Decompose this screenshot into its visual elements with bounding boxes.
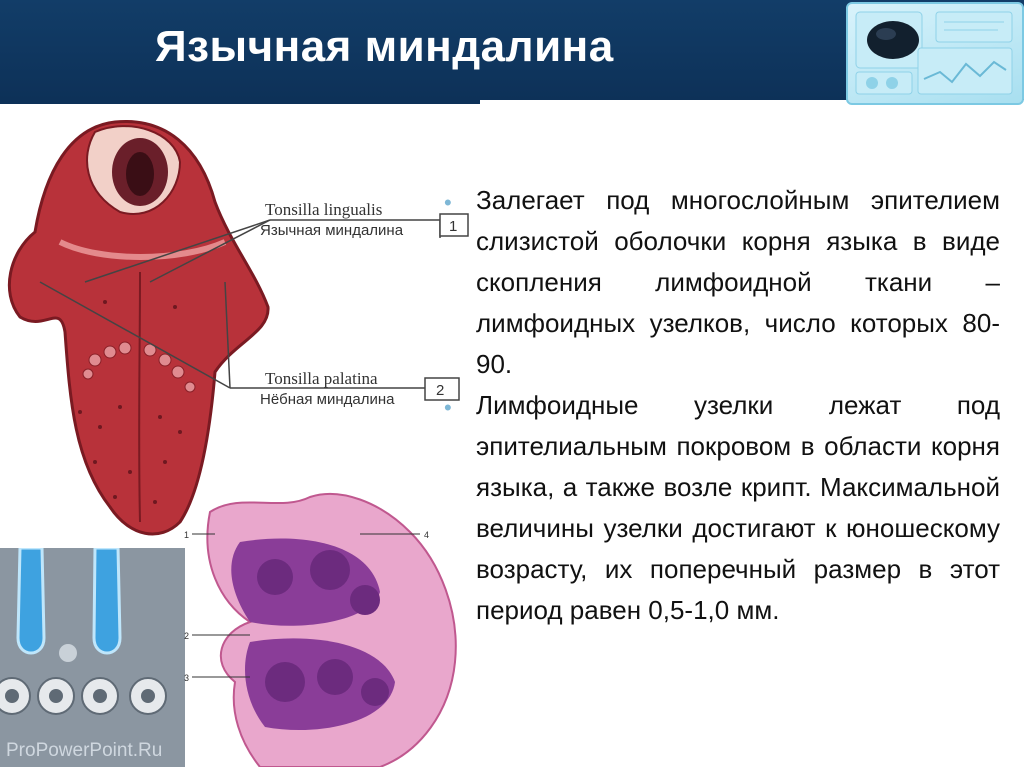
bullet-dot-icon: • — [444, 395, 452, 420]
label-number-1: 1 — [449, 218, 458, 235]
histo-mark-4: 4 — [424, 530, 430, 540]
label-tonsilla-lingualis: Tonsilla lingualis — [265, 200, 383, 219]
label-nebnaya-mindalina: Нёбная миндалина — [260, 391, 395, 408]
brain-monitor-image — [846, 2, 1024, 105]
bullet-item — [440, 385, 1000, 631]
slide-title: Язычная миндалина — [155, 22, 614, 71]
bullet-dot-icon: • — [444, 190, 452, 215]
bullet-text: Залегает под многослойным эпителием слизистой оболочки корня языка в виде скопления лимфоидной ткани – лимфоидных узелков, число которых 80-90. — [476, 185, 1000, 379]
label-yazychnaya-mindalina: Язычная миндалина — [260, 222, 404, 239]
body-text — [440, 180, 1000, 631]
decorative-background-image — [0, 548, 185, 767]
histo-mark-1: 1 — [184, 530, 190, 540]
histo-mark-3: 3 — [184, 673, 190, 683]
label-number-2: 2 — [436, 382, 445, 399]
histo-mark-2: 2 — [184, 631, 190, 641]
bullet-text: Лимфоидные узелки лежат под эпителиальным покровом в области корня языка, а также возле крипт. Максимальной величины узелки достигают к юношескому возрасту, их поперечный размер в этот период равен 0,5-1,0 мм. — [476, 390, 1000, 625]
label-tonsilla-palatina: Tonsilla palatina — [265, 369, 378, 388]
bullet-item — [440, 180, 1000, 385]
histology-image — [180, 482, 470, 767]
watermark: ProPowerPoint.Ru — [6, 740, 163, 761]
